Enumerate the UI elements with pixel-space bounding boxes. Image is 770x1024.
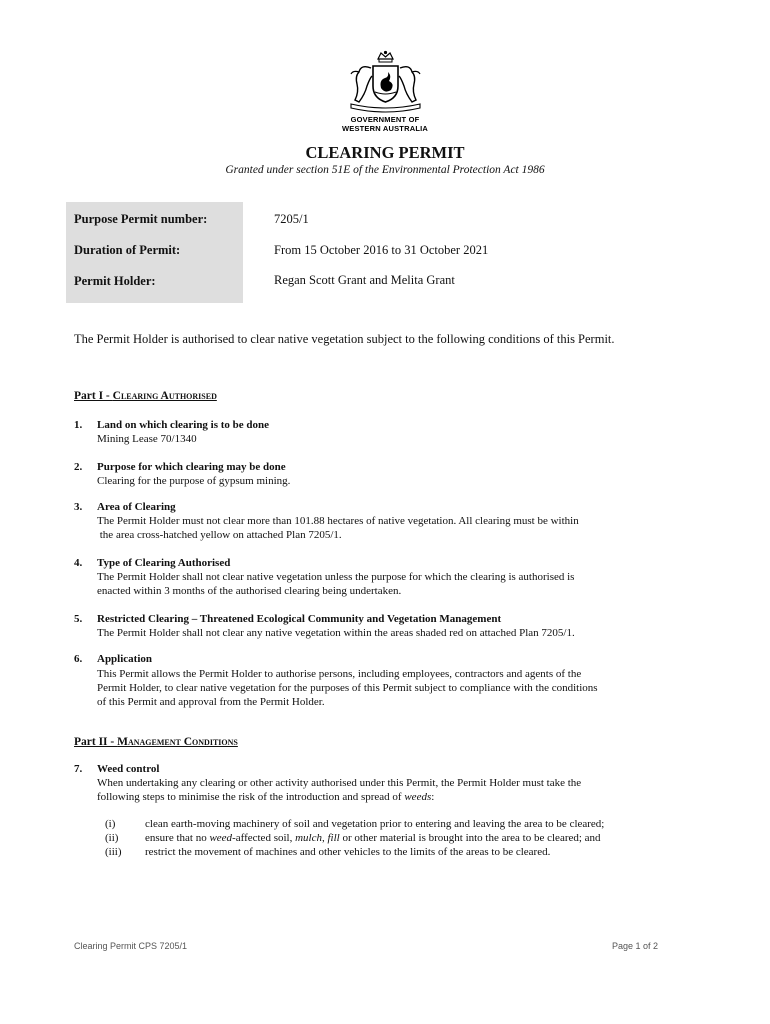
- condition-line: enacted within 3 months of the authorised clearing being undertaken.: [97, 585, 402, 597]
- defined-term: weeds: [404, 791, 432, 803]
- defined-term: mulch: [295, 832, 322, 844]
- condition-line: This Permit allows the Permit Holder to authorise persons, including employees, contractors and agents of the: [97, 668, 582, 680]
- government-label-line2: WESTERN AUSTRALIA: [341, 124, 429, 133]
- document-title: CLEARING PERMIT: [305, 143, 465, 162]
- condition-number: 2.: [74, 461, 83, 473]
- list-item-numeral: (ii): [105, 832, 119, 844]
- condition-title: Purpose for which clearing may be done: [97, 461, 286, 473]
- part1-heading: [74, 390, 217, 402]
- text-run: :: [431, 791, 435, 803]
- list-item-text: -affected soil,: [232, 832, 296, 844]
- document-subtitle: Granted under section 51E of the Environmental Protection Act 1986: [225, 164, 545, 176]
- condition-line: The Permit Holder shall not clear native vegetation unless the purpose for which the clearing is authorised is: [97, 571, 575, 583]
- condition-title: Type of Clearing Authorised: [97, 557, 231, 569]
- condition-title: Land on which clearing is to be done: [97, 419, 270, 431]
- list-item-text: ,: [321, 832, 328, 844]
- part1-heading-prefix: Part I -: [74, 390, 113, 402]
- defined-term: fill: [327, 832, 340, 844]
- part2-heading: [74, 736, 238, 748]
- permit-number-value: 7205/1: [274, 212, 309, 226]
- condition-title: Restricted Clearing – Threatened Ecological Community and Vegetation Management: [97, 613, 502, 625]
- permit-holder-label: Permit Holder:: [74, 274, 156, 288]
- coat-of-arms-icon: [343, 50, 428, 114]
- part1-heading-text: Clearing Authorised: [112, 390, 217, 402]
- permit-duration-value: From 15 October 2016 to 31 October 2021: [274, 243, 489, 257]
- list-item: [98, 832, 601, 845]
- text-run: following steps to minimise the risk of the introduction and spread of: [97, 791, 405, 803]
- condition-number: 1.: [74, 419, 83, 431]
- condition-line: Clearing for the purpose of gypsum mining.: [97, 475, 291, 487]
- condition-line: [97, 791, 434, 805]
- footer-page-number: Page 1 of 2: [612, 941, 659, 951]
- condition-number: 5.: [74, 613, 83, 625]
- permit-duration-label: Duration of Permit:: [74, 243, 181, 257]
- defined-term: weed: [209, 832, 233, 844]
- part2-heading-text: Management Conditions: [117, 736, 238, 748]
- part2-heading-prefix: Part II -: [74, 736, 118, 748]
- list-item-numeral: (i): [105, 818, 116, 830]
- condition-number: 7.: [74, 763, 83, 775]
- condition-number: 6.: [74, 653, 83, 665]
- permit-holder-value: Regan Scott Grant and Melita Grant: [274, 273, 455, 287]
- footer-document-id: Clearing Permit CPS 7205/1: [74, 941, 188, 951]
- condition-line: Mining Lease 70/1340: [97, 433, 197, 445]
- permit-number-label: Purpose Permit number:: [74, 212, 208, 226]
- list-item-text: restrict the movement of machines and other vehicles to the limits of the areas to be cleared.: [145, 846, 551, 858]
- list-item-text: ensure that no: [145, 832, 210, 844]
- intro-paragraph: The Permit Holder is authorised to clear native vegetation subject to the following conditions of this Permit.: [74, 332, 615, 346]
- condition-title: Weed control: [97, 763, 160, 775]
- condition-title: Area of Clearing: [97, 501, 176, 513]
- condition-line: Permit Holder, to clear native vegetation for the purposes of this Permit subject to compliance with the conditions: [97, 682, 598, 694]
- condition-line: the area cross-hatched yellow on attached Plan 7205/1.: [97, 529, 342, 541]
- list-item: [98, 846, 550, 859]
- list-item-numeral: (iii): [105, 846, 122, 858]
- condition-number: 4.: [74, 557, 83, 569]
- condition-number: 3.: [74, 501, 83, 513]
- list-item-text: clean earth-moving machinery of soil and vegetation prior to entering and leaving the area to be cleared;: [145, 818, 605, 830]
- list-item: [98, 818, 604, 831]
- condition-line: The Permit Holder shall not clear any native vegetation within the areas shaded red on attached Plan 7205/1.: [97, 627, 575, 639]
- list-item-text: or other material is brought into the area to be cleared; and: [339, 832, 601, 844]
- condition-line: When undertaking any clearing or other activity authorised under this Permit, the Permit Holder must take the: [97, 777, 582, 789]
- government-label-line1: GOVERNMENT OF: [350, 115, 420, 124]
- condition-line: The Permit Holder must not clear more than 101.88 hectares of native vegetation. All clearing must be within: [97, 515, 579, 527]
- condition-title: Application: [97, 653, 153, 665]
- condition-line: of this Permit and approval from the Permit Holder.: [97, 696, 325, 708]
